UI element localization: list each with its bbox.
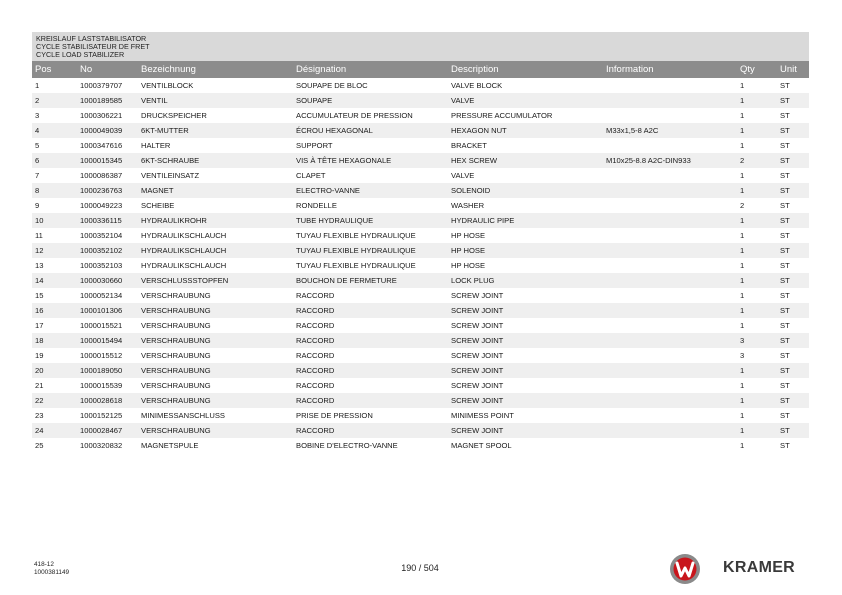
- cell-no: 1000030660: [77, 273, 138, 288]
- cell-qty: 1: [740, 231, 745, 240]
- table-row: [32, 228, 809, 243]
- table-row: [32, 303, 809, 318]
- cell-unit: ST: [777, 273, 809, 288]
- cell-bezeichnung: 6KT-MUTTER: [138, 123, 293, 138]
- cell-information: [603, 393, 737, 408]
- cell-qty: 1: [737, 213, 777, 228]
- cell-description: SCREW JOINT: [448, 333, 603, 348]
- cell-bezeichnung: VERSCHRAUBUNG: [141, 381, 211, 390]
- cell-qty: 1: [737, 393, 777, 408]
- cell-pos: 15: [35, 291, 44, 300]
- cell-pos: 12: [32, 243, 77, 258]
- cell-no: 1000336115: [77, 213, 138, 228]
- cell-unit: ST: [780, 261, 790, 270]
- cell-qty: 1: [740, 381, 745, 390]
- title-french: CYCLE STABILISATEUR DE FRET: [36, 41, 150, 51]
- table-row: [32, 123, 809, 138]
- table-row: [32, 378, 809, 393]
- cell-bezeichnung: MINIMESSANSCHLUSS: [141, 411, 225, 420]
- cell-no: 1000052134: [80, 291, 123, 300]
- cell-pos: 7: [35, 171, 40, 180]
- kramer-w-logo-icon: [669, 553, 701, 585]
- cell-unit: ST: [780, 291, 790, 300]
- cell-information: [603, 168, 737, 183]
- cell-pos: 3: [35, 111, 40, 120]
- cell-designation: RONDELLE: [296, 201, 337, 210]
- cell-description: SCREW JOINT: [448, 303, 603, 318]
- cell-qty: 1: [740, 321, 745, 330]
- cell-no: 1000015345: [77, 153, 138, 168]
- cell-bezeichnung: DRUCKSPEICHER: [141, 111, 207, 120]
- footer-document-codes: [34, 561, 69, 576]
- cell-unit: ST: [780, 231, 790, 240]
- cell-designation: BOBINE D'ELECTRO-VANNE: [296, 441, 398, 450]
- cell-unit: ST: [777, 333, 809, 348]
- footer-code-bottom: 1000381149: [34, 568, 70, 576]
- cell-pos: 1: [35, 81, 40, 90]
- cell-bezeichnung: VERSCHRAUBUNG: [138, 303, 293, 318]
- cell-unit: ST: [777, 123, 809, 138]
- cell-qty: 1: [740, 111, 745, 120]
- cell-qty: 1: [740, 171, 745, 180]
- cell-unit: ST: [780, 381, 790, 390]
- cell-designation: RACCORD: [296, 351, 335, 360]
- table-row: [32, 333, 809, 348]
- cell-designation: RACCORD: [296, 321, 335, 330]
- cell-no: 1000379707: [80, 81, 123, 90]
- cell-no: 1000049039: [77, 123, 138, 138]
- footer-code-top: 418-12: [34, 561, 54, 568]
- cell-designation: TUBE HYDRAULIQUE: [293, 213, 448, 228]
- cell-bezeichnung: VERSCHRAUBUNG: [138, 333, 293, 348]
- cell-unit: ST: [777, 93, 809, 108]
- cell-description: LOCK PLUG: [448, 273, 603, 288]
- table-row: [32, 198, 809, 213]
- cell-description: WASHER: [451, 201, 485, 210]
- cell-bezeichnung: HYDRAULIKROHR: [138, 213, 293, 228]
- cell-information: [603, 108, 737, 123]
- brand-wordmark: KRAMER: [723, 559, 796, 576]
- cell-bezeichnung: HYDRAULIKSCHLAUCH: [141, 231, 227, 240]
- cell-pos: 18: [32, 333, 77, 348]
- cell-information: [603, 303, 737, 318]
- cell-bezeichnung: HYDRAULIKSCHLAUCH: [141, 261, 227, 270]
- column-header-unit: Unit: [777, 61, 809, 78]
- cell-information: [603, 288, 737, 303]
- cell-pos: 11: [35, 231, 43, 240]
- cell-no: 1000028467: [77, 423, 138, 438]
- table-header-row: [32, 61, 809, 78]
- table-row: [32, 363, 809, 378]
- cell-bezeichnung: MAGNETSPULE: [141, 441, 199, 450]
- cell-information: [603, 78, 737, 93]
- title-german: KREISLAUF LASTSTABILISATOR: [36, 34, 147, 43]
- title-english: CYCLE LOAD STABILIZER: [36, 49, 125, 59]
- cell-unit: ST: [777, 213, 809, 228]
- cell-information: [603, 378, 737, 393]
- cell-qty: 1: [737, 423, 777, 438]
- cell-qty: 3: [737, 333, 777, 348]
- cell-unit: ST: [780, 411, 790, 420]
- table-row: [32, 318, 809, 333]
- cell-description: HP HOSE: [451, 231, 486, 240]
- cell-information: [603, 438, 737, 453]
- table-row: [32, 183, 809, 198]
- cell-qty: 1: [737, 273, 777, 288]
- table-row: [32, 258, 809, 273]
- cell-bezeichnung: VERSCHRAUBUNG: [138, 363, 293, 378]
- cell-no: 1000189050: [77, 363, 138, 378]
- cell-designation: RACCORD: [293, 393, 448, 408]
- cell-information: [603, 318, 737, 333]
- table-row: [32, 93, 809, 108]
- cell-unit: ST: [777, 393, 809, 408]
- cell-description: HEXAGON NUT: [448, 123, 603, 138]
- cell-unit: ST: [780, 441, 790, 450]
- cell-no: 1000352103: [80, 261, 123, 270]
- cell-unit: ST: [777, 423, 809, 438]
- cell-no: 1000086387: [80, 171, 123, 180]
- cell-qty: 1: [737, 93, 777, 108]
- cell-bezeichnung: VERSCHRAUBUNG: [141, 321, 211, 330]
- cell-pos: 24: [32, 423, 77, 438]
- cell-no: 1000236763: [77, 183, 138, 198]
- cell-designation: RACCORD: [293, 423, 448, 438]
- cell-information: [603, 93, 737, 108]
- cell-unit: ST: [777, 153, 809, 168]
- column-header-bezeichnung: Bezeichnung: [138, 61, 293, 78]
- cell-no: 1000015539: [80, 381, 123, 390]
- table-row: [32, 288, 809, 303]
- cell-description: SOLENOID: [448, 183, 603, 198]
- cell-designation: SUPPORT: [296, 141, 333, 150]
- column-header-information: Information: [603, 61, 737, 78]
- cell-pos: 16: [32, 303, 77, 318]
- document-title-block: [32, 32, 809, 61]
- cell-no: 1000189585: [77, 93, 138, 108]
- cell-designation: TUYAU FLEXIBLE HYDRAULIQUE: [296, 231, 416, 240]
- cell-designation: TUYAU FLEXIBLE HYDRAULIQUE: [296, 261, 416, 270]
- cell-bezeichnung: VERSCHRAUBUNG: [141, 351, 211, 360]
- cell-qty: 1: [737, 123, 777, 138]
- cell-information: [603, 183, 737, 198]
- cell-unit: ST: [777, 303, 809, 318]
- cell-unit: ST: [780, 81, 790, 90]
- cell-bezeichnung: VENTILEINSATZ: [141, 171, 200, 180]
- table-row: [32, 153, 809, 168]
- cell-qty: 1: [740, 81, 745, 90]
- cell-description: PRESSURE ACCUMULATOR: [451, 111, 553, 120]
- cell-designation: ACCUMULATEUR DE PRESSION: [296, 111, 413, 120]
- cell-information: [603, 348, 737, 363]
- cell-information: [603, 273, 737, 288]
- column-header-no: No: [77, 61, 138, 78]
- column-header-qty: Qty: [737, 61, 777, 78]
- cell-designation: TUYAU FLEXIBLE HYDRAULIQUE: [293, 243, 448, 258]
- cell-information: [603, 228, 737, 243]
- column-header-designation: Désignation: [293, 61, 448, 78]
- cell-pos: 8: [32, 183, 77, 198]
- cell-qty: 2: [737, 153, 777, 168]
- cell-designation: SOUPAPE DE BLOC: [296, 81, 368, 90]
- cell-unit: ST: [780, 351, 790, 360]
- cell-description: VALVE: [451, 171, 475, 180]
- cell-pos: 23: [35, 411, 44, 420]
- cell-pos: 4: [32, 123, 77, 138]
- table-row: [32, 408, 809, 423]
- parts-table: [32, 61, 809, 453]
- cell-no: 1000015512: [80, 351, 123, 360]
- cell-pos: 13: [35, 261, 44, 270]
- cell-designation: CLAPET: [296, 171, 326, 180]
- cell-bezeichnung: HYDRAULIKSCHLAUCH: [138, 243, 293, 258]
- table-row: [32, 438, 809, 453]
- cell-description: VALVE BLOCK: [451, 81, 503, 90]
- cell-designation: BOUCHON DE FERMETURE: [293, 273, 448, 288]
- cell-description: SCREW JOINT: [451, 321, 504, 330]
- cell-designation: RACCORD: [296, 291, 335, 300]
- cell-no: 1000352102: [77, 243, 138, 258]
- cell-description: SCREW JOINT: [448, 423, 603, 438]
- cell-information: [603, 333, 737, 348]
- cell-no: 1000028618: [77, 393, 138, 408]
- cell-no: 1000320832: [80, 441, 123, 450]
- table-row: [32, 138, 809, 153]
- cell-bezeichnung: VERSCHRAUBUNG: [138, 423, 293, 438]
- cell-bezeichnung: VERSCHLUSSSTOPFEN: [138, 273, 293, 288]
- cell-pos: 5: [35, 141, 40, 150]
- table-row: [32, 108, 809, 123]
- cell-description: MINIMESS POINT: [451, 411, 514, 420]
- cell-pos: 21: [35, 381, 44, 390]
- cell-designation: RACCORD: [293, 333, 448, 348]
- cell-unit: ST: [777, 183, 809, 198]
- cell-qty: 1: [740, 291, 745, 300]
- cell-information: [603, 363, 737, 378]
- cell-bezeichnung: 6KT-SCHRAUBE: [138, 153, 293, 168]
- cell-description: HP HOSE: [448, 243, 603, 258]
- cell-description: BRACKET: [451, 141, 487, 150]
- cell-qty: 3: [740, 351, 745, 360]
- cell-pos: 10: [32, 213, 77, 228]
- cell-information: [603, 243, 737, 258]
- cell-qty: 1: [737, 183, 777, 198]
- cell-qty: 1: [737, 363, 777, 378]
- cell-pos: 9: [35, 201, 40, 210]
- cell-qty: 1: [740, 441, 745, 450]
- cell-pos: 25: [35, 441, 44, 450]
- table-row: [32, 393, 809, 408]
- cell-bezeichnung: MAGNET: [138, 183, 293, 198]
- cell-designation: ÉCROU HEXAGONAL: [293, 123, 448, 138]
- cell-description: HEX SCREW: [448, 153, 603, 168]
- cell-bezeichnung: VENTIL: [138, 93, 293, 108]
- cell-qty: 1: [740, 261, 745, 270]
- cell-designation: RACCORD: [296, 381, 335, 390]
- cell-designation: SOUPAPE: [293, 93, 448, 108]
- cell-qty: 1: [740, 411, 745, 420]
- cell-pos: 6: [32, 153, 77, 168]
- cell-designation: RACCORD: [293, 363, 448, 378]
- cell-no: 1000347616: [80, 141, 123, 150]
- cell-pos: 2: [32, 93, 77, 108]
- table-row: [32, 243, 809, 258]
- cell-bezeichnung: SCHEIBE: [141, 201, 175, 210]
- cell-unit: ST: [780, 201, 790, 210]
- cell-designation: ELECTRO-VANNE: [293, 183, 448, 198]
- cell-information: [603, 198, 737, 213]
- cell-information: [603, 408, 737, 423]
- cell-pos: 14: [32, 273, 77, 288]
- cell-unit: ST: [777, 243, 809, 258]
- cell-no: 1000049223: [80, 201, 123, 210]
- cell-unit: ST: [780, 321, 790, 330]
- cell-information: [603, 213, 737, 228]
- cell-no: 1000101306: [77, 303, 138, 318]
- cell-bezeichnung: VERSCHRAUBUNG: [141, 291, 211, 300]
- cell-description: SCREW JOINT: [451, 381, 504, 390]
- cell-no: 1000152125: [80, 411, 123, 420]
- cell-description: MAGNET SPOOL: [451, 441, 512, 450]
- table-row: [32, 273, 809, 288]
- cell-description: HP HOSE: [451, 261, 486, 270]
- cell-description: SCREW JOINT: [451, 351, 504, 360]
- cell-bezeichnung: VERSCHRAUBUNG: [138, 393, 293, 408]
- column-header-description: Description: [448, 61, 603, 78]
- cell-no: 1000015521: [80, 321, 123, 330]
- cell-no: 1000015494: [77, 333, 138, 348]
- cell-designation: PRISE DE PRESSION: [296, 411, 373, 420]
- cell-pos: 22: [32, 393, 77, 408]
- cell-designation: VIS À TÊTE HEXAGONALE: [293, 153, 448, 168]
- cell-qty: 1: [737, 303, 777, 318]
- page-number: 190 / 504: [401, 563, 439, 573]
- table-row: [32, 423, 809, 438]
- cell-qty: 1: [737, 243, 777, 258]
- cell-unit: ST: [780, 111, 790, 120]
- table-row: [32, 168, 809, 183]
- column-header-pos: Pos: [32, 61, 77, 78]
- cell-pos: 19: [35, 351, 44, 360]
- cell-unit: ST: [777, 363, 809, 378]
- table-row: [32, 213, 809, 228]
- cell-information: [603, 138, 737, 153]
- cell-description: HYDRAULIC PIPE: [448, 213, 603, 228]
- cell-unit: ST: [780, 141, 790, 150]
- cell-qty: 2: [740, 201, 745, 210]
- cell-bezeichnung: VENTILBLOCK: [141, 81, 194, 90]
- cell-no: 1000306221: [80, 111, 123, 120]
- table-row: [32, 348, 809, 363]
- cell-information: [603, 258, 737, 273]
- cell-designation: RACCORD: [293, 303, 448, 318]
- cell-description: SCREW JOINT: [451, 291, 504, 300]
- cell-description: VALVE: [448, 93, 603, 108]
- cell-pos: 17: [35, 321, 44, 330]
- cell-information: M33x1,5-8 A2C: [603, 123, 737, 138]
- cell-description: SCREW JOINT: [448, 393, 603, 408]
- cell-qty: 1: [740, 141, 745, 150]
- cell-unit: ST: [780, 171, 790, 180]
- cell-pos: 20: [32, 363, 77, 378]
- cell-bezeichnung: HALTER: [141, 141, 171, 150]
- table-row: [32, 78, 809, 93]
- cell-information: [603, 423, 737, 438]
- cell-description: SCREW JOINT: [448, 363, 603, 378]
- cell-information: M10x25-8.8 A2C-DIN933: [603, 153, 737, 168]
- table-body: [32, 78, 809, 453]
- cell-no: 1000352104: [80, 231, 123, 240]
